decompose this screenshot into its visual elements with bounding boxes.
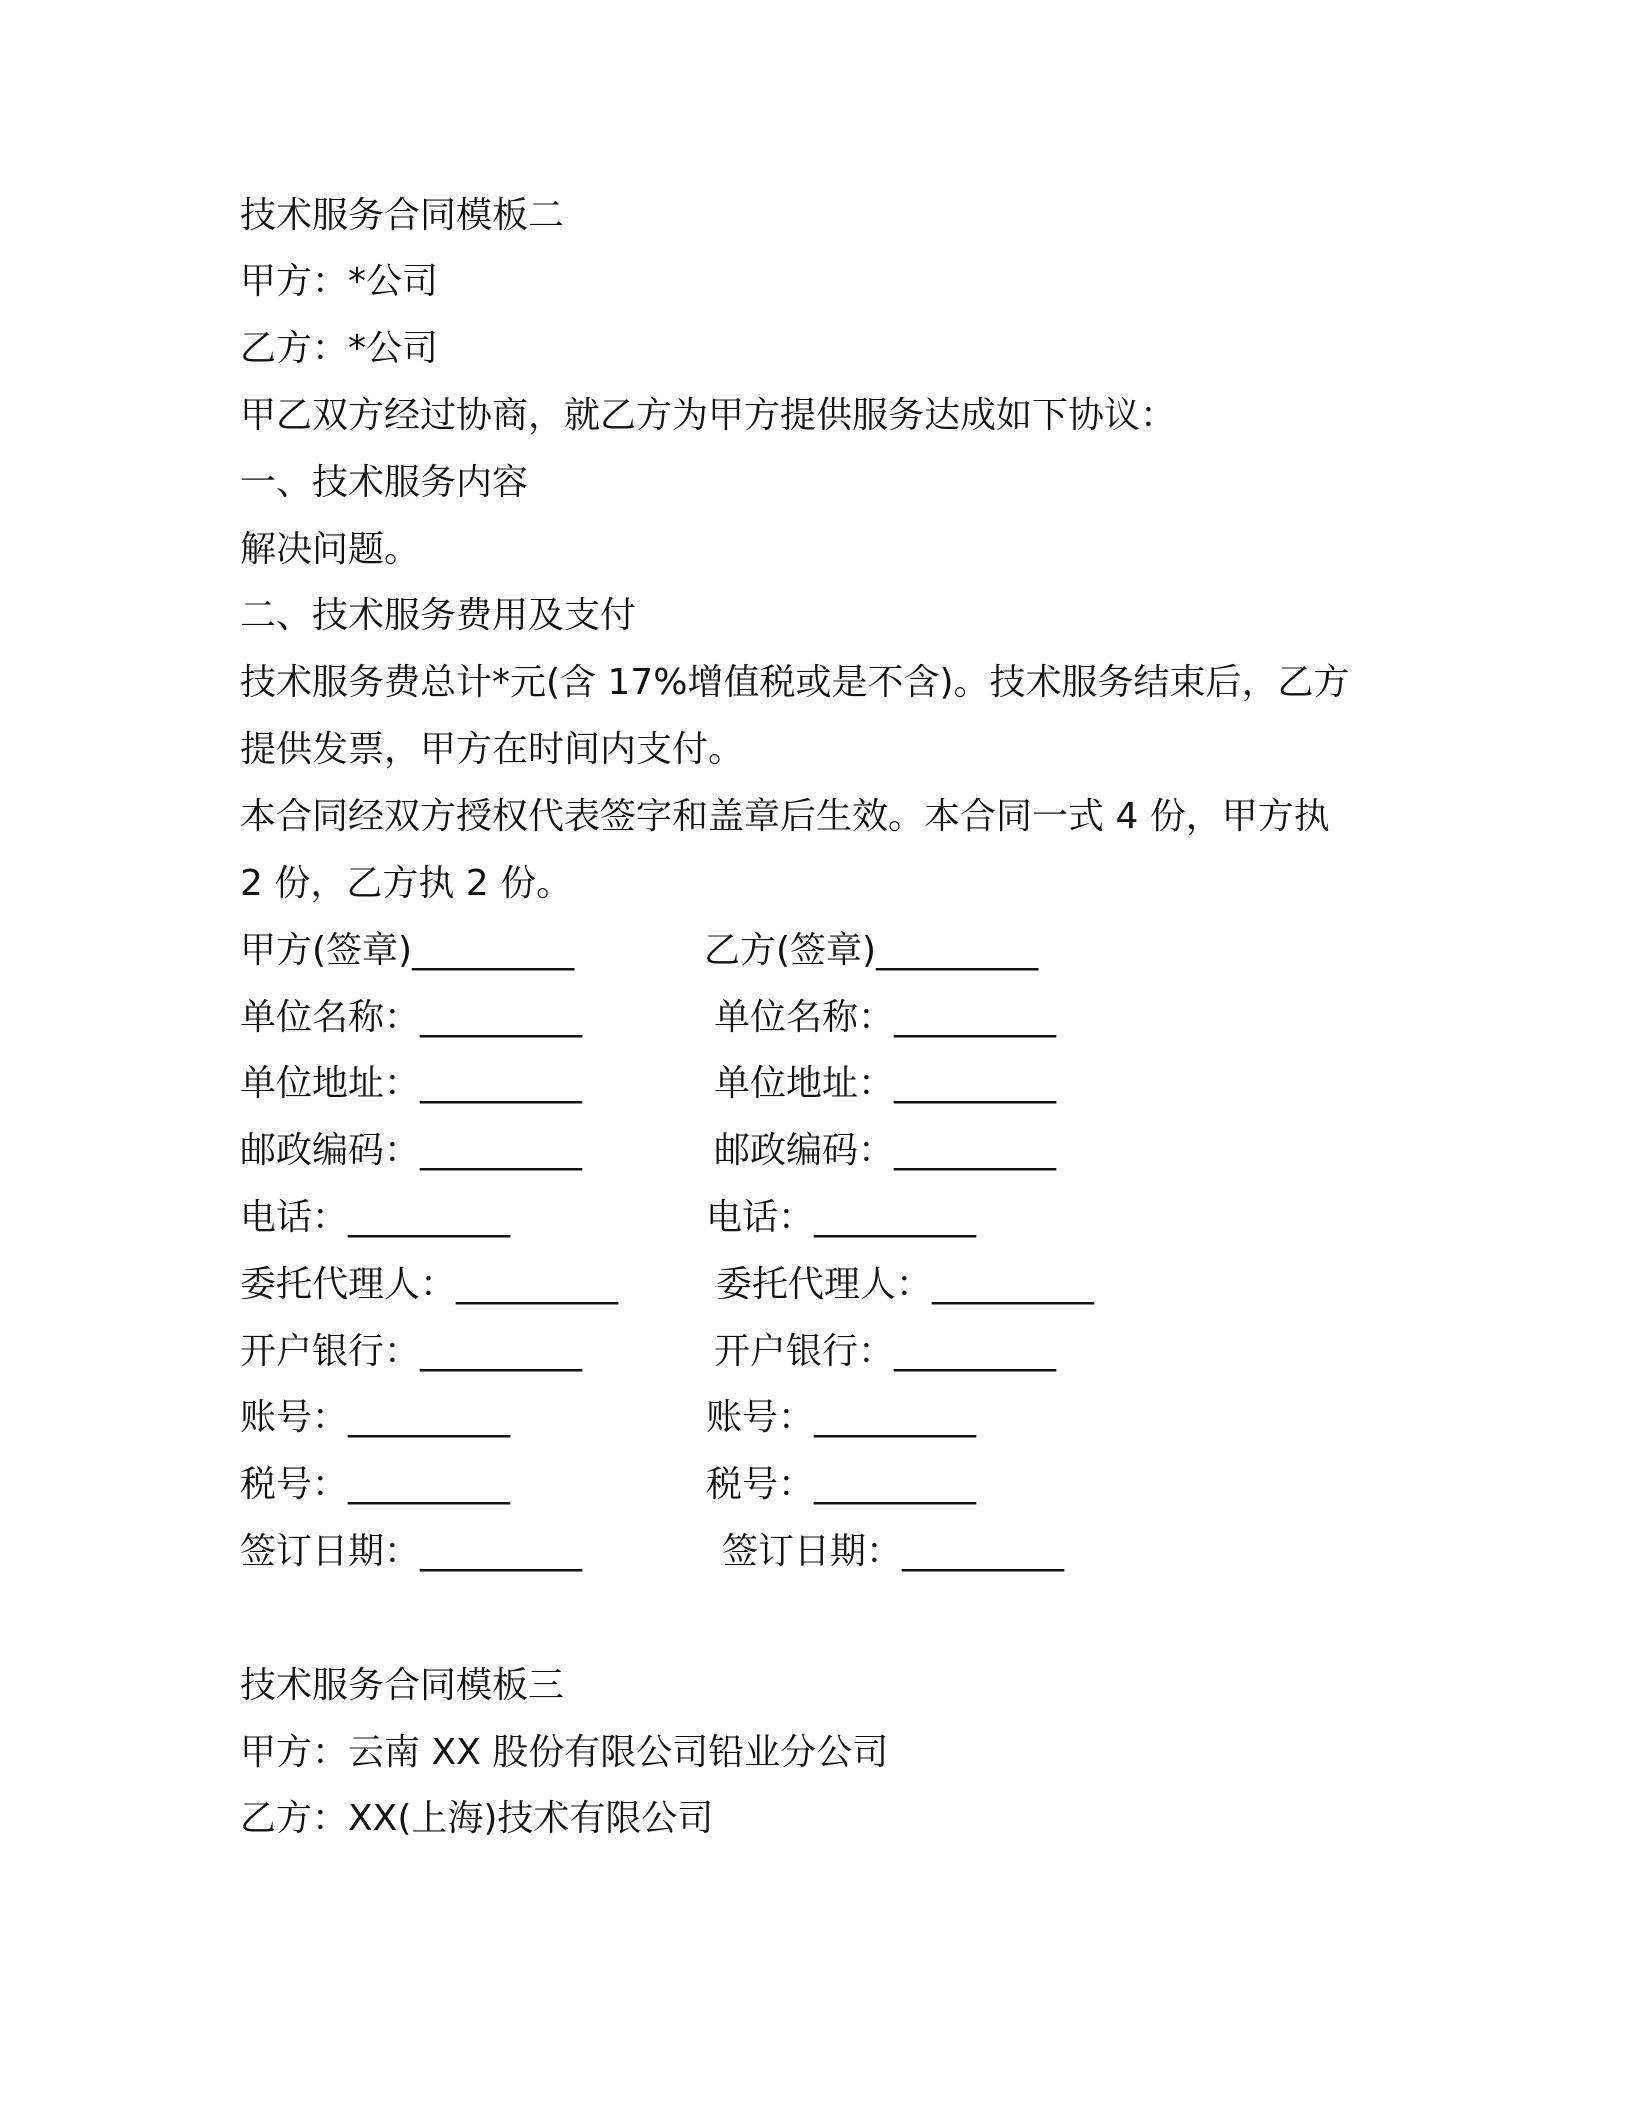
- party-a-seal-field: 甲方(签章)_________: [240, 930, 575, 971]
- template2-title: 技术服务合同模板二: [240, 195, 565, 236]
- section2-body-line1: 技术服务费总计*元(含 17%增值税或是不含)。技术服务结束后，乙方: [240, 662, 1350, 703]
- party-b-seal-field: 乙方(签章)_________: [704, 930, 1039, 971]
- template2-party-a: 甲方：*公司: [240, 261, 439, 302]
- signature-row: [240, 1127, 1440, 1175]
- template3-title: 技术服务合同模板三: [240, 1665, 565, 1706]
- section2-body-line2: 提供发票，甲方在时间内支付。: [240, 729, 745, 770]
- signature-row: [240, 1461, 1440, 1509]
- party-b-unit-name-field: 单位名称：_________: [714, 997, 1057, 1038]
- party-b-sign-date-field: 签订日期：_________: [722, 1531, 1065, 1572]
- party-a-phone-field: 电话：_________: [240, 1197, 511, 1238]
- effect-clause-line2: 2 份，乙方执 2 份。: [240, 863, 573, 904]
- signature-row: [240, 1060, 1440, 1108]
- signature-row: [240, 927, 1440, 975]
- party-b-phone-field: 电话：_________: [706, 1197, 977, 1238]
- party-b-agent-field: 委托代理人：_________: [716, 1264, 1095, 1305]
- template3-party-a: 甲方：云南 XX 股份有限公司铅业分公司: [240, 1732, 889, 1773]
- party-a-postal-code-field: 邮政编码：_________: [240, 1130, 583, 1171]
- party-a-tax-id-field: 税号：_________: [240, 1464, 511, 1505]
- template2-intro: 甲乙双方经过协商，就乙方为甲方提供服务达成如下协议：: [240, 395, 1177, 436]
- party-a-agent-field: 委托代理人：_________: [240, 1264, 619, 1305]
- signature-row: [240, 1328, 1440, 1376]
- section2-heading: 二、技术服务费用及支付: [240, 595, 637, 636]
- party-b-unit-address-field: 单位地址：_________: [714, 1063, 1057, 1104]
- section1-body: 解决问题。: [240, 529, 421, 570]
- signature-row: [240, 1261, 1440, 1309]
- party-a-unit-address-field: 单位地址：_________: [240, 1063, 583, 1104]
- signature-row: [240, 1394, 1440, 1442]
- section1-heading: 一、技术服务内容: [240, 462, 529, 503]
- template3-party-b: 乙方：XX(上海)技术有限公司: [240, 1798, 714, 1839]
- party-a-bank-field: 开户银行：_________: [240, 1331, 583, 1372]
- party-b-postal-code-field: 邮政编码：_________: [714, 1130, 1057, 1171]
- party-b-tax-id-field: 税号：_________: [706, 1464, 977, 1505]
- signature-row: [240, 1528, 1440, 1576]
- party-b-bank-field: 开户银行：_________: [714, 1331, 1057, 1372]
- party-b-account-field: 账号：_________: [706, 1397, 977, 1438]
- signature-row: [240, 1194, 1440, 1242]
- signature-row: [240, 994, 1440, 1042]
- effect-clause-line1: 本合同经双方授权代表签字和盖章后生效。本合同一式 4 份，甲方执: [240, 796, 1330, 837]
- party-a-sign-date-field: 签订日期：_________: [240, 1531, 583, 1572]
- party-a-account-field: 账号：_________: [240, 1397, 511, 1438]
- template2-party-b: 乙方：*公司: [240, 328, 439, 369]
- party-a-unit-name-field: 单位名称：_________: [240, 997, 583, 1038]
